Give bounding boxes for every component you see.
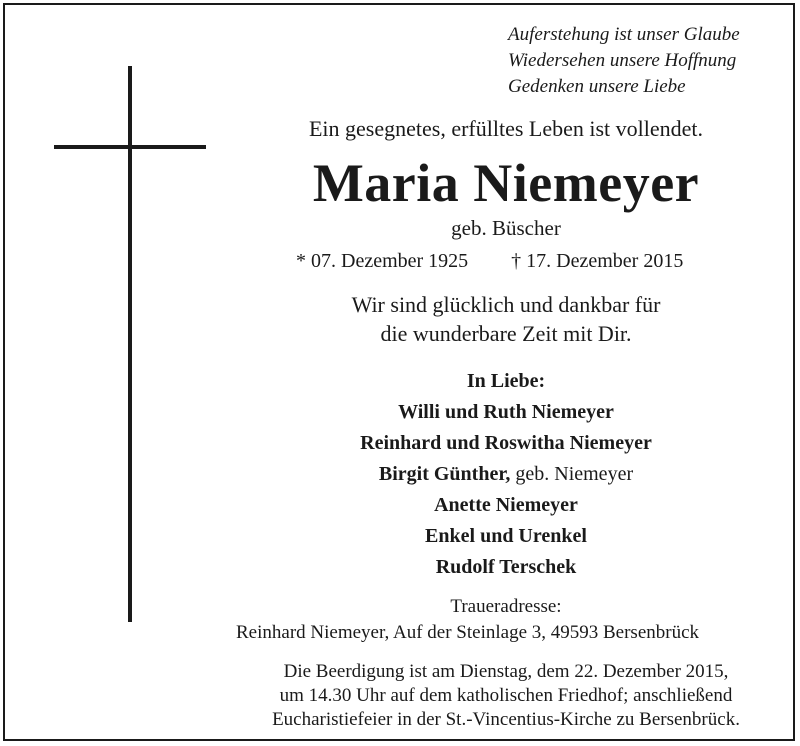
gratitude-line: Wir sind glücklich und dankbar für [351,292,661,317]
mourner-line: Enkel und Urenkel [425,525,587,547]
gratitude-text [200,290,800,348]
mourning-address: Reinhard Niemeyer, Auf der Steinlage 3, 49593 Bersenbrück [236,622,700,643]
mourners-list [200,366,800,583]
funeral-line: Die Beerdigung ist am Dienstag, dem 22. Dezember 2015, [283,661,729,682]
mourner-line: Willi und Ruth Niemeyer [398,401,614,423]
mourner-line: Anette Niemeyer [434,494,578,516]
mourner-suffix: geb. Niemeyer [510,463,634,485]
life-dates [296,250,683,273]
mourner-name: Birgit Günther, [378,463,511,485]
cross-vertical-bar [128,66,132,622]
address-label: Traueradresse: [450,596,562,617]
motto-line: Gedenken unsere Liebe [508,76,686,97]
cross-horizontal-bar [54,145,206,149]
motto-line: Wiedersehen unsere Hoffnung [508,50,737,71]
intro-sentence: Ein gesegnetes, erfülltes Leben ist vollendet. [308,116,704,141]
mourner-line: Rudolf Terschek [435,556,577,578]
funeral-line: um 14.30 Uhr auf dem katholischen Friedhof; anschließend [279,685,733,706]
motto-line: Auferstehung ist unser Glaube [508,24,740,45]
deceased-name: Maria Niemeyer [312,153,700,213]
mourner-line [200,459,800,490]
gratitude-line: die wunderbare Zeit mit Dir. [380,321,632,346]
funeral-details [226,660,786,732]
mourner-line: Reinhard und Roswitha Niemeyer [360,432,652,454]
death-date: † 17. Dezember 2015 [511,250,684,272]
maiden-name: geb. Büscher [451,216,561,240]
funeral-line: Eucharistiefeier in der St.-Vincentius-Kirche zu Bersenbrück. [272,709,740,730]
motto-verse [508,22,740,100]
birth-date: * 07. Dezember 1925 [296,250,469,272]
mourners-heading: In Liebe: [466,370,546,392]
